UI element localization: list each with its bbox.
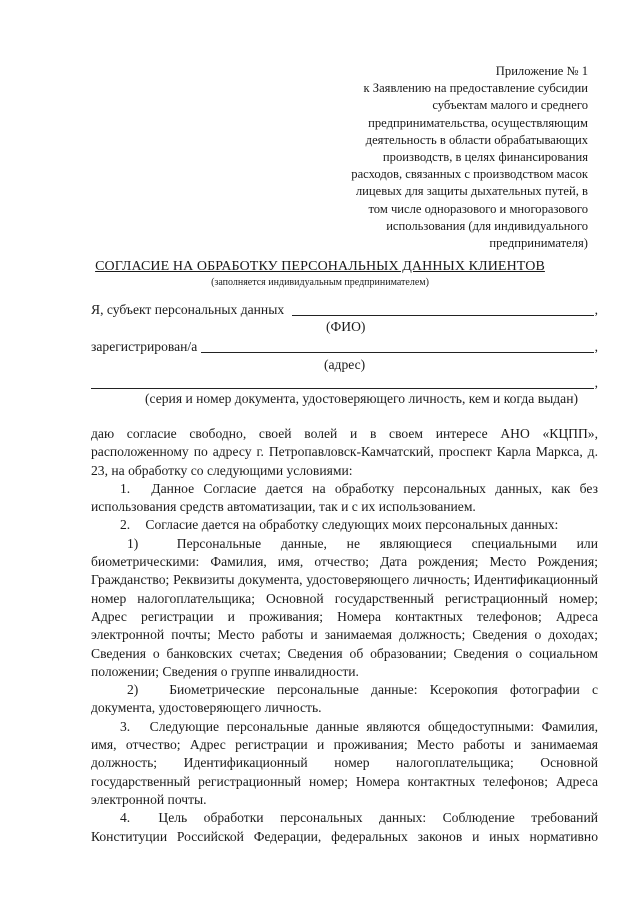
annex-line: лицевых для защиты дыхательных путей, в bbox=[355, 184, 588, 199]
fio-blank-line[interactable] bbox=[292, 303, 593, 316]
clause-text: Данное Согласие дается на обработку персональных данных, как без использования средств автоматизации, так и с их использованием. bbox=[91, 480, 598, 515]
annex-line: предпринимательства, осуществляющим bbox=[368, 115, 588, 130]
annex-line: производств, в целях финансирования bbox=[382, 150, 588, 165]
trailing-comma: , bbox=[594, 375, 598, 390]
annex-line: расходов, связанных с производством масок bbox=[351, 167, 588, 182]
subject-fio-row bbox=[91, 302, 598, 318]
subject-label: Я, субъект персональных данных bbox=[91, 302, 285, 317]
subclause-text: Биометрические персональные данные: Ксерокопия фотографии с документа, удостоверяющего личность. bbox=[91, 682, 598, 716]
clause-2-1 bbox=[91, 535, 598, 681]
clause-number: 4. bbox=[120, 810, 131, 826]
document-subtitle: (заполняется индивидуальным предпринимателем) bbox=[211, 277, 429, 288]
clause-text: Цель обработки персональных данных: Соблюдение требований Конституции Российской Федерации, федеральных законов и иных нормативно bbox=[91, 810, 598, 844]
clause-text: Согласие дается на обработку следующих моих персональных данных: bbox=[145, 517, 559, 533]
subclause-text: Персональные данные, не являющиеся специальными или биометрическими: Фамилия, имя, отчество; Дата рождения; Место Рождения; Гражданство; Реквизиты документа, удостоверяющего личность; Идентификационный номер налогоплательщика; Основной государственный регистрационный номер; Адрес регистрации и проживания; Номера контактных телефонов; Адреса электронной почты; Место работы и занимаемая должность; Сведения о доходах; Сведения о банковских счетах; Сведения об образовании; Сведения о социальном положении; Сведения о группе инвалидности. bbox=[91, 535, 598, 679]
clause-number: 1. bbox=[120, 480, 131, 496]
registered-row bbox=[91, 339, 598, 355]
address-caption: (адрес) bbox=[324, 357, 366, 372]
clause-4 bbox=[91, 809, 598, 846]
annex-line: к Заявлению на предоставление субсидии bbox=[363, 81, 588, 96]
annex-header bbox=[338, 63, 588, 252]
trailing-comma: , bbox=[594, 302, 598, 317]
consent-body bbox=[91, 425, 598, 846]
trailing-comma: , bbox=[594, 339, 598, 354]
annex-line: предпринимателя) bbox=[489, 236, 588, 251]
clause-text: Следующие персональные данные являются общедоступными: Фамилия, имя, отчество; Адрес регистрации и проживания; Место работы и занимаемая должность; Идентификационный номер налогоплательщика; Основной государственный регистрационный номер; Номера контактных телефонов; Адреса электронной почты. bbox=[91, 718, 598, 807]
registered-label: зарегистрирован/а bbox=[91, 339, 198, 354]
annex-line: Приложение № 1 bbox=[495, 64, 588, 78]
subclause-number: 1) bbox=[127, 535, 139, 551]
document-caption: (серия и номер документа, удостоверяющего личность, кем и когда выдан) bbox=[145, 391, 578, 406]
fio-caption: (ФИО) bbox=[326, 319, 366, 334]
address-blank-line[interactable] bbox=[201, 340, 593, 353]
annex-line: субъектам малого и среднего bbox=[432, 98, 588, 113]
document-blank-line[interactable] bbox=[91, 376, 594, 389]
clause-3 bbox=[91, 718, 598, 809]
subclause-number: 2) bbox=[127, 682, 139, 698]
intro-paragraph: даю согласие свободно, своей волей и в своем интересе АНО «КЦПП», расположенному по адресу г. Петропавловск-Камчатский, проспект Карла Маркса, д. 23, на обработку со следующими условиями: bbox=[91, 426, 598, 478]
clause-number: 3. bbox=[120, 718, 131, 734]
clause-2-2 bbox=[91, 681, 598, 718]
clause-2 bbox=[91, 516, 598, 534]
document-title: СОГЛАСИЕ НА ОБРАБОТКУ ПЕРСОНАЛЬНЫХ ДАННЫХ КЛИЕНТОВ bbox=[95, 259, 545, 274]
clause-number: 2. bbox=[120, 517, 131, 533]
document-row bbox=[91, 375, 598, 391]
annex-line: использования (для индивидуального bbox=[386, 218, 588, 233]
annex-line: том числе одноразового и многоразового bbox=[368, 201, 588, 216]
clause-1 bbox=[91, 480, 598, 517]
annex-line: деятельность в области обрабатывающих bbox=[365, 132, 588, 147]
